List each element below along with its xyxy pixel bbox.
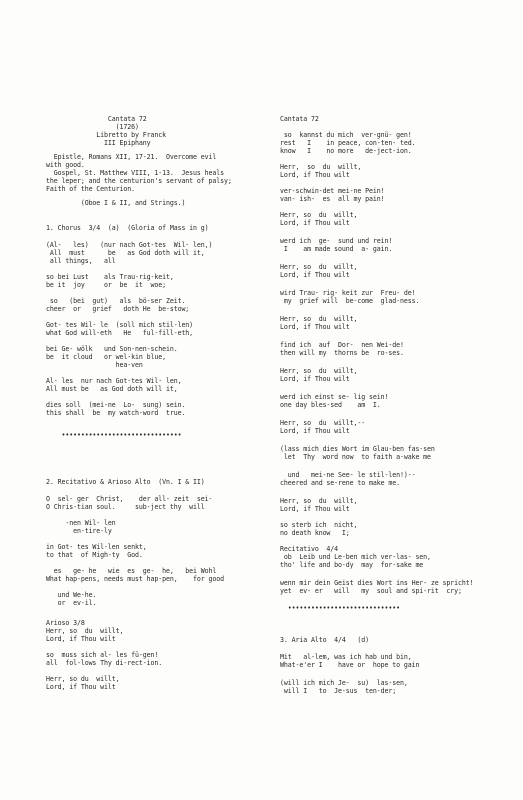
text-line: the leper; and the centurion's servant of palsy; (46, 177, 232, 185)
text-line: let Thy word now to faith a-wake me (280, 453, 431, 461)
text-line: bei Ge- wölk und Son-nen-schein. (46, 345, 178, 353)
text-line: werd ich ge- sund und rein! (280, 237, 393, 245)
text-line: Gospel, St. Matthew VIII, 1-13. Jesus heals (46, 169, 225, 177)
text-line: with good. (46, 161, 85, 169)
text-line: und We-he. (46, 591, 97, 599)
text-line: Recitativo 4/4 (280, 545, 339, 553)
text-line: Lord, if Thou wilt (280, 323, 350, 331)
text-line: Lord, if Thou wilt (46, 683, 116, 691)
text-line: in Got- tes Wil-len senkt, (46, 543, 147, 551)
text-line: What-e'er I have or hope to gain (280, 661, 420, 669)
text-line: my grief will be-come glad-ness. (280, 297, 420, 305)
text-line: Herr, so du willt, (280, 497, 358, 505)
text-line: 2. Recitativo & Arioso Alto (Vn. I & II) (46, 478, 205, 486)
text-line: or ev-il. (46, 599, 97, 607)
text-line: so (bei gut) als bö-ser Zeit. (46, 297, 186, 305)
text-line: Lord, if Thou wilt (280, 171, 350, 179)
text-line: what God will-eth He ful-fill-eth, (46, 329, 194, 337)
text-line: Herr, so du willt, (280, 163, 362, 171)
text-line: Herr, so du willt, (280, 211, 358, 219)
text-line: Herr, so du willt, (280, 367, 358, 375)
text-line: werd ich einst se- lig sein! (280, 393, 389, 401)
text-line: dies soll (mei-ne Lo- sung) sein. (46, 401, 186, 409)
text-line: (1726) (46, 123, 139, 131)
text-line: What hap-pens, needs must hap-pen, for good (46, 575, 225, 583)
text-line: en-tire-ly (46, 527, 112, 535)
text-line: know I no more de-ject-ion. (280, 147, 412, 155)
text-line: all fol-lows Thy di-rect-ion. (46, 659, 163, 667)
text-line: (Oboe I & II, and Strings.) (46, 199, 186, 207)
text-line: 3. Aria Alto 4/4 (d) (280, 636, 370, 644)
text-line: ••••••••••••••••••••••••••••••• (46, 431, 182, 439)
text-line: this shall be my watch-word true. (46, 409, 186, 417)
text-line: ob Leib und Le-ben mich ver-las- sen, (280, 553, 431, 561)
text-line: so bei Lust als Trau-rig-keit, (46, 273, 174, 281)
text-line: all things, all (46, 257, 116, 265)
text-line: Libretto by Franck (46, 131, 166, 139)
text-line: to that of Migh-ty God. (46, 551, 143, 559)
text-line: so muss sich al- les fü-gen! (46, 651, 159, 659)
text-line: so kannst du mich ver-gnü- gen! (280, 131, 412, 139)
text-line: Got- tes Wil- le (soll mich stil-len) (46, 321, 194, 329)
text-line: Faith of the Centurion. (46, 185, 136, 193)
text-line: hea-ven (46, 361, 143, 369)
text-line: yet ev- er will my soul and spi-rit cry; (280, 587, 462, 595)
text-line: (Al- les) (nur nach Got-tes Wil- len,) (46, 241, 213, 249)
text-line: then will my thorns be ro-ses. (280, 349, 404, 357)
text-line: will I to Je-sus ten-der; (280, 687, 397, 695)
text-line: Al- les nur nach Got-tes Wil- len, (46, 377, 182, 385)
text-line: Lord, if Thou wilt (280, 219, 350, 227)
text-line: -nen Wil- len (46, 519, 116, 527)
text-line: Herr, so du willt, (46, 627, 124, 635)
text-line: III Epiphany (46, 139, 151, 147)
text-line: Herr, so du willt, (280, 263, 358, 271)
text-line: Mit al-lem, was ich hab und bin, (280, 653, 412, 661)
text-line: cheered and se-rene to make me. (280, 479, 400, 487)
text-line: (lass mich dies Wort im Glau-ben fas-sen (280, 445, 435, 453)
text-line: O Chris-tian soul. sub-ject thy will (46, 503, 205, 511)
text-line: Cantata 72 (280, 115, 319, 123)
text-line: wird Trau- rig- keit zur Freu- de! (280, 289, 416, 297)
text-line: cheer or grief doth He be-stow; (46, 305, 190, 313)
text-line: Lord, if Thou wilt (46, 635, 116, 643)
text-line: Herr, so du willt, (280, 315, 358, 323)
text-line: Herr, so du willt,-- (280, 419, 366, 427)
text-line: und mei-ne See- le stil-len!)-- (280, 471, 416, 479)
text-line: find ich auf Dor- nen Wei-de! (280, 341, 404, 349)
text-line: I am made sound a- gain. (280, 245, 393, 253)
text-line: be it joy or be it woe; (46, 281, 166, 289)
text-line: rest I in peace, con-ten- ted. (280, 139, 416, 147)
text-line: so sterb ich nicht, (280, 521, 358, 529)
text-line: one day bles-sed am I. (280, 401, 381, 409)
text-line: Arioso 3/8 (46, 619, 85, 627)
text-line: Lord, if Thou wilt (280, 427, 350, 435)
text-line: Lord, if Thou wilt (280, 271, 350, 279)
text-line: 1. Chorus 3/4 (a) (Gloria of Mass in g) (46, 224, 209, 232)
text-line: wenn mir dein Geist dies Wort ins Her- ze spricht! (280, 579, 474, 587)
text-line: All must be as God doth will it, (46, 385, 178, 393)
text-line: ver-schwin-det mei-ne Pein! (280, 187, 385, 195)
text-line: Lord, if Thou wilt (280, 375, 350, 383)
text-line: Lord, if Thou wilt (280, 505, 350, 513)
text-line: ••••••••••••••••••••••••••••• (280, 604, 400, 612)
text-line: es ge- he wie es ge- he, bei Wohl (46, 567, 217, 575)
text-line: van- ish- es all my pain! (280, 195, 385, 203)
text-line: All must be as God doth will it, (46, 249, 205, 257)
text-line: be it cloud or wel-kin blue, (46, 353, 166, 361)
text-line: (will ich mich Je- su) las-sen, (280, 679, 408, 687)
text-line: Herr, so du willt, (46, 675, 120, 683)
text-line: Epistle, Romans XII, 17-21. Overcome evil (46, 153, 217, 161)
text-line: tho' life and bo-dy may for-sake me (280, 561, 424, 569)
text-line: O sel- ger Christ, der all- zeit sei- (46, 495, 213, 503)
text-line: no death know I; (280, 529, 350, 537)
text-line: Cantata 72 (46, 115, 147, 123)
